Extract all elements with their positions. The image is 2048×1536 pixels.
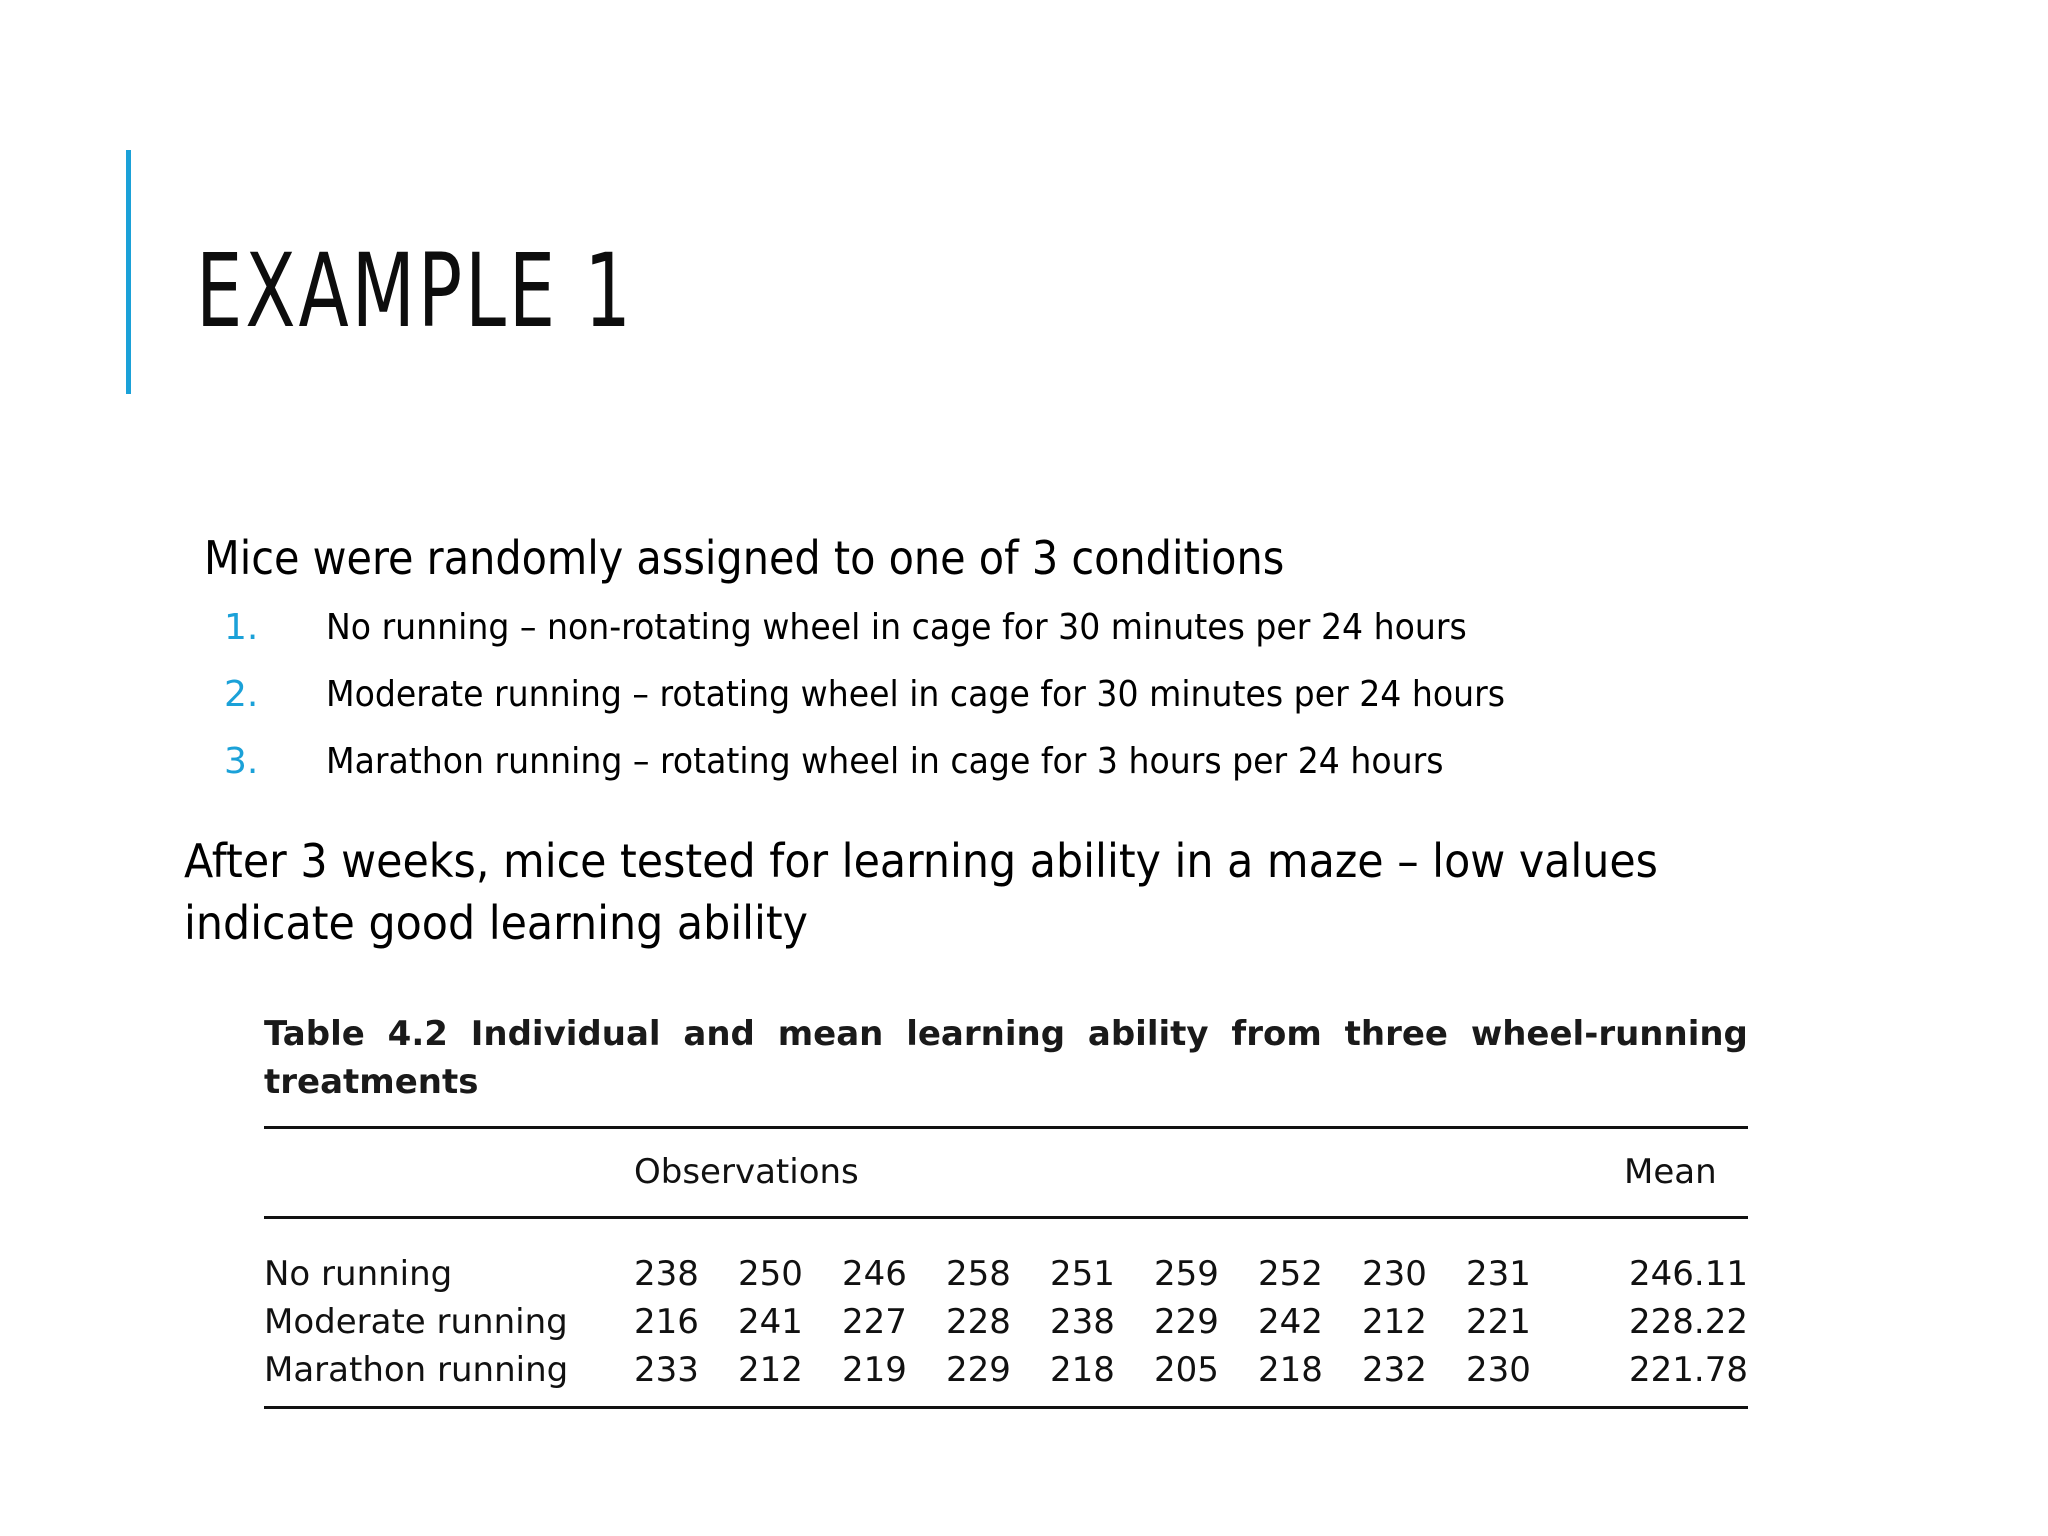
after-text: After 3 weeks, mice tested for learning ability in a maze – low values indicate good learning ability [184, 834, 1658, 950]
observation-cell: 212 [738, 1350, 803, 1390]
observation-cell: 229 [1154, 1302, 1219, 1342]
observation-cell: 218 [1050, 1350, 1115, 1390]
observation-cell: 246 [842, 1254, 907, 1294]
mean-cell: 221.78 [1629, 1350, 1748, 1390]
observation-cell: 250 [738, 1254, 803, 1294]
caption-word: learning [906, 1014, 1066, 1054]
caption-word: ability [1087, 1014, 1209, 1054]
row-label: Marathon running [264, 1350, 569, 1390]
observation-cell: 221 [1466, 1302, 1531, 1342]
caption-word: 4.2 [387, 1014, 448, 1054]
observation-cell: 258 [946, 1254, 1011, 1294]
condition-text: Marathon running – rotating wheel in cage for 3 hours per 24 hours [326, 741, 1444, 782]
row-label: Moderate running [264, 1302, 568, 1342]
header-mean: Mean [1624, 1152, 1717, 1192]
title-accent-bar [126, 150, 131, 394]
observation-cell: 218 [1258, 1350, 1323, 1390]
observation-cell: 229 [946, 1350, 1011, 1390]
observation-cell: 238 [634, 1254, 699, 1294]
observation-cell: 205 [1154, 1350, 1219, 1390]
caption-word: three [1344, 1014, 1448, 1054]
mean-cell: 246.11 [1629, 1254, 1748, 1294]
header-observations: Observations [634, 1152, 859, 1192]
table-header-rule [264, 1216, 1748, 1219]
observation-cell: 233 [634, 1350, 699, 1390]
caption-word: Individual [470, 1014, 661, 1054]
observation-cell: 230 [1362, 1254, 1427, 1294]
condition-text: No running – non-rotating wheel in cage for 30 minutes per 24 hours [326, 607, 1467, 648]
table-row [264, 1298, 1748, 1346]
observation-cell: 251 [1050, 1254, 1115, 1294]
observation-cell: 216 [634, 1302, 699, 1342]
observation-cell: 238 [1050, 1302, 1115, 1342]
table-caption [264, 1010, 1748, 1106]
condition-number: 2. [224, 674, 259, 715]
observation-cell: 228 [946, 1302, 1011, 1342]
caption-word: from [1231, 1014, 1322, 1054]
row-label: No running [264, 1254, 453, 1294]
table-top-rule [264, 1126, 1748, 1129]
caption-word: mean [777, 1014, 884, 1054]
observation-cell: 242 [1258, 1302, 1323, 1342]
caption-word: Table [264, 1014, 365, 1054]
observation-cell: 232 [1362, 1350, 1427, 1390]
observation-cell: 219 [842, 1350, 907, 1390]
condition-number: 3. [224, 741, 259, 782]
slide-title: EXAMPLE 1 [196, 232, 634, 351]
caption-line-2: treatments [264, 1062, 479, 1102]
caption-word: and [683, 1014, 755, 1054]
table-bottom-rule [264, 1406, 1748, 1409]
caption-word: wheel-running [1470, 1014, 1748, 1054]
table-row [264, 1250, 1748, 1298]
condition-text: Moderate running – rotating wheel in cage for 30 minutes per 24 hours [326, 674, 1506, 715]
observation-cell: 231 [1466, 1254, 1531, 1294]
observation-cell: 252 [1258, 1254, 1323, 1294]
condition-number: 1. [224, 607, 259, 648]
observation-cell: 227 [842, 1302, 907, 1342]
observation-cell: 212 [1362, 1302, 1427, 1342]
observation-cell: 241 [738, 1302, 803, 1342]
intro-text: Mice were randomly assigned to one of 3 conditions [204, 531, 1285, 585]
table-row [264, 1346, 1748, 1394]
observation-cell: 230 [1466, 1350, 1531, 1390]
caption-line-1 [264, 1010, 1748, 1058]
mean-cell: 228.22 [1629, 1302, 1748, 1342]
observation-cell: 259 [1154, 1254, 1219, 1294]
table-figure [264, 1010, 1748, 1430]
